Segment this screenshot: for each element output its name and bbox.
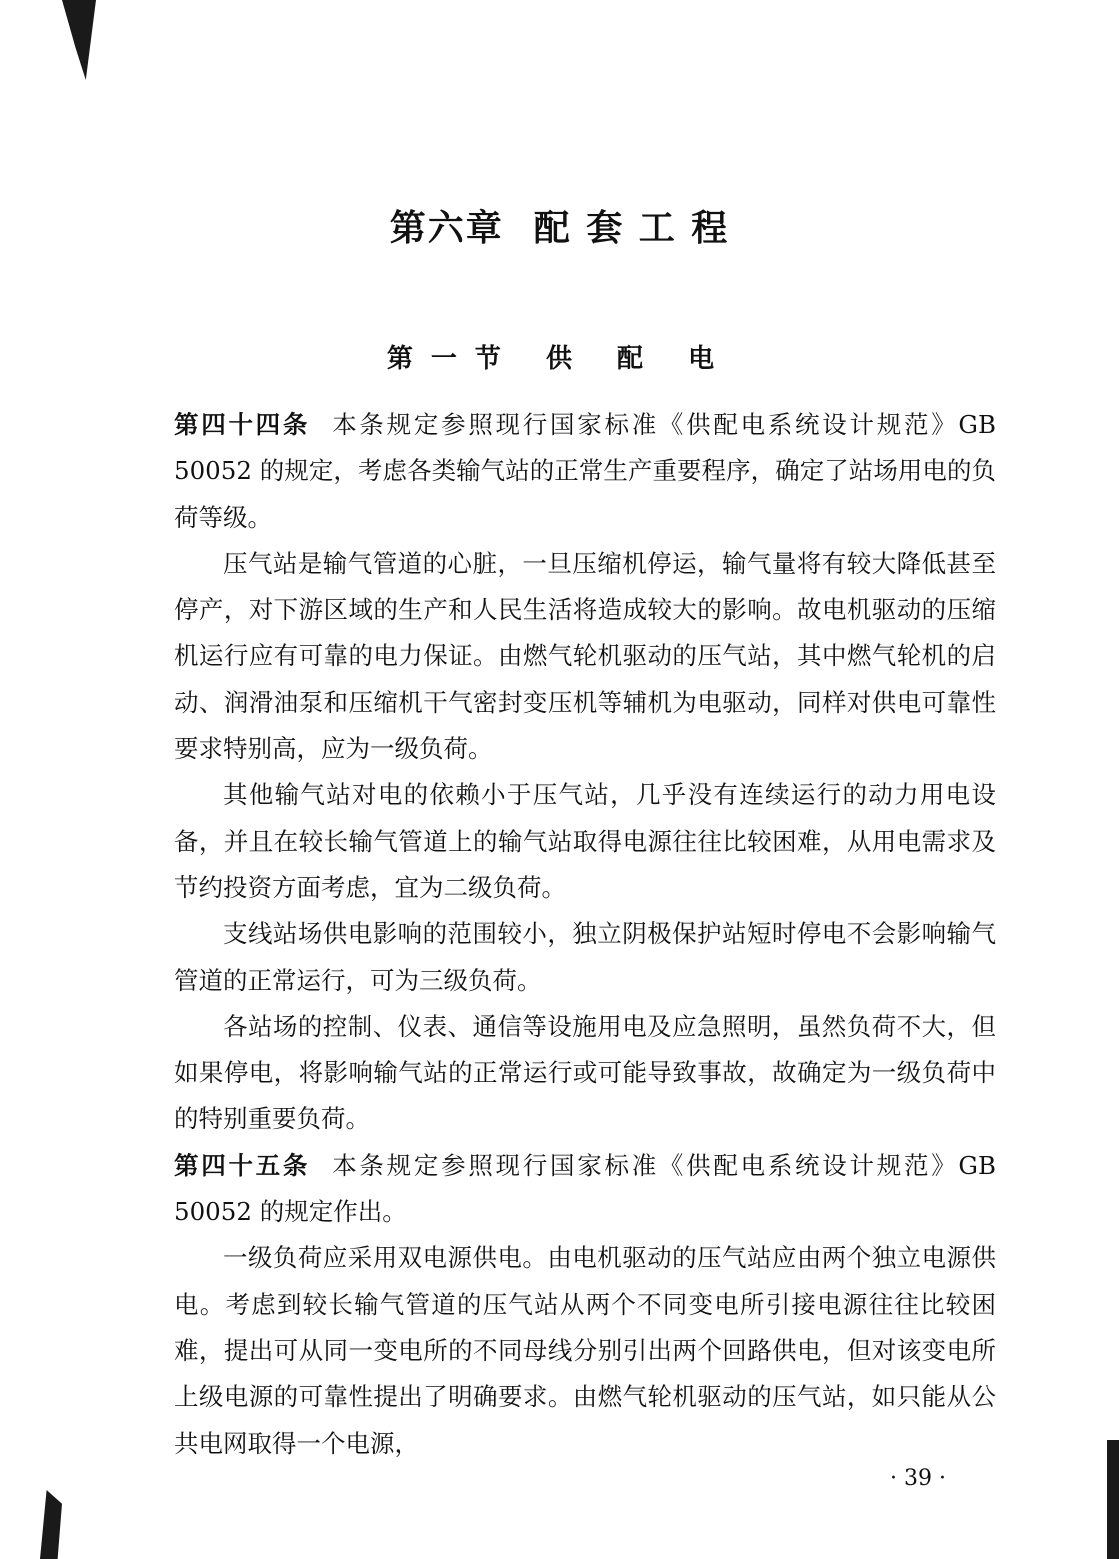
body-text — [174, 402, 996, 1467]
section-title: 第一节 供 配 电 — [386, 344, 733, 374]
paragraph-article-44 — [174, 402, 996, 541]
paragraph: 各站场的控制、仪表、通信等设施用电及应急照明，虽然负荷不大，但如果停电，将影响输气站的正常运行或可能导致事故，故确定为一级负荷中的特别重要负荷。 — [174, 1011, 996, 1134]
page-number: · 39 · — [890, 1466, 946, 1491]
article-label: 第四十四条 — [174, 410, 311, 439]
paragraph-article-45 — [174, 1143, 996, 1236]
scan-edge-mark-bottom-right — [1107, 1440, 1119, 1559]
scan-edge-mark-top — [62, 0, 96, 80]
chapter-title — [0, 200, 1119, 251]
paragraph: 支线站场供电影响的范围较小，独立阴极保护站短时停电不会影响输气管道的正常运行，可为三级负荷。 — [174, 919, 996, 995]
paragraph: 其他输气站对电的依赖小于压气站，几乎没有连续运行的动力用电设备，并且在较长输气管道上的输气站取得电源往往比较困难，从用电需求及节约投资方面考虑，宜为二级负荷。 — [174, 780, 996, 902]
chapter-number: 第六章 — [389, 208, 504, 249]
paragraph: 一级负荷应采用双电源供电。由电机驱动的压气站应由两个独立电源供电。考虑到较长输气管道的压气站从两个不同变电所引接电源往往比较困难，提出可从同一变电所的不同母线分别引出两个回路供电，但对该变电所上级电源的可靠性提出了明确要求。由燃气轮机驱动的压气站，如只能从公共电网取得一个电源， — [174, 1243, 996, 1458]
paragraph: 压气站是输气管道的心脏，一旦压缩机停运，输气量将有较大降低甚至停产，对下游区域的生产和人民生活将造成较大的影响。故电机驱动的压缩机运行应有可靠的电力保证。由燃气轮机驱动的压气站，其中燃气轮机的启动、润滑油泵和压缩机干气密封变压机等辅机为电驱动，同样对供电可靠性要求特别高，应为一级负荷。 — [174, 548, 996, 764]
article-label: 第四十五条 — [174, 1150, 311, 1180]
scan-edge-mark-bottom-left — [40, 1490, 62, 1559]
paragraph-text: 本条规定参照现行国家标准《供配电系统设计规范》GB 50052 的规定作出。 — [174, 1150, 996, 1227]
paragraph-text: 本条规定参照现行国家标准《供配电系统设计规范》GB 50052 的规定，考虑各类输气站的正常生产重要程序，确定了站场用电的负荷等级。 — [174, 410, 996, 532]
chapter-name: 配 套 工 程 — [533, 208, 730, 249]
